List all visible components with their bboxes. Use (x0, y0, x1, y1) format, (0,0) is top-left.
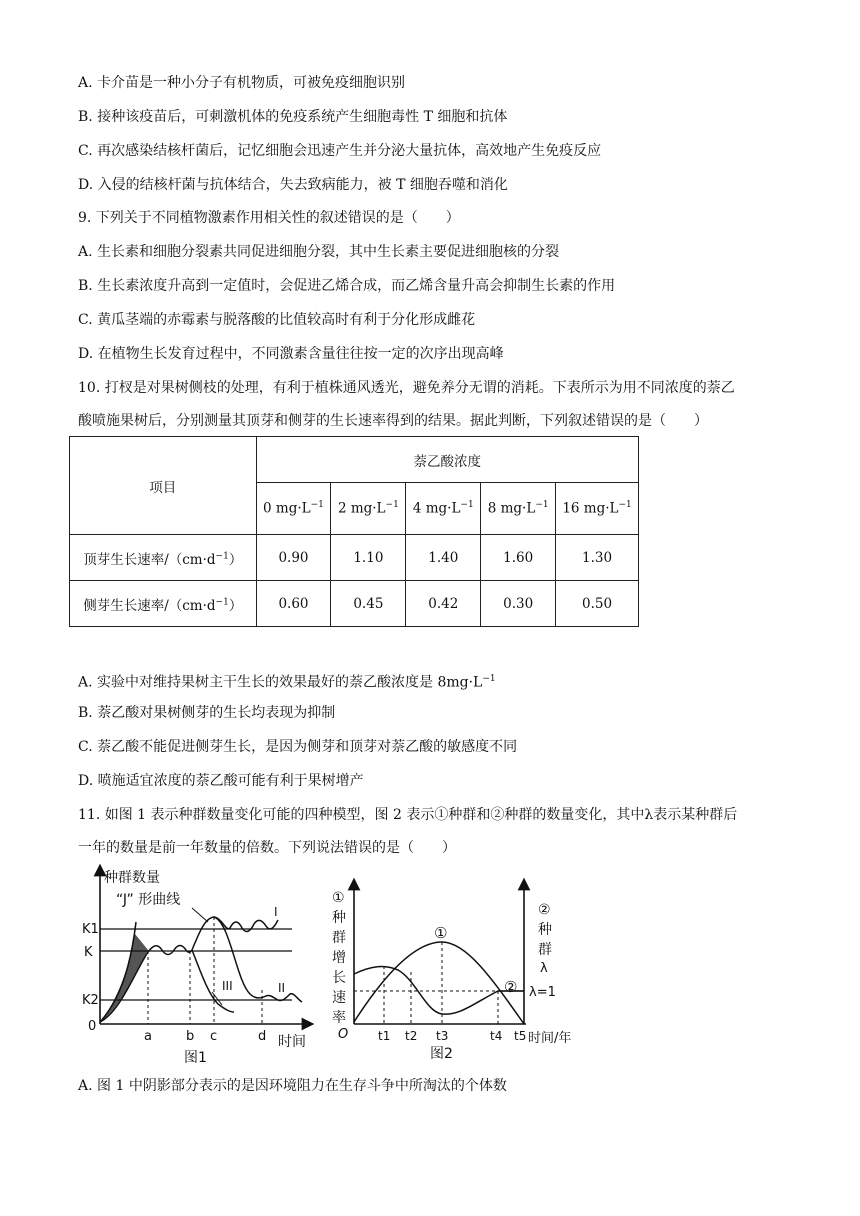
table-cell: 1.40 (406, 535, 481, 581)
fig2-tick-t1: t1 (378, 1029, 391, 1043)
fig2-x-label: 时间/年 (528, 1031, 572, 1046)
q9-stem: 9. 下列关于不同植物激素作用相关性的叙述错误的是（ ） (78, 210, 460, 226)
fig2-right-label-4: λ (540, 961, 548, 976)
fig2-left-label-5: 长 (332, 970, 346, 986)
table-conc-0: 0 $mg\cdot L^{-1}$ (256, 483, 331, 535)
fig1-k1-label: K1 (82, 922, 99, 937)
fig2-origin: O (338, 1027, 349, 1042)
q10-stem-line1: 10. 打杈是对果树侧枝的处理，有利于植株通风透光，避免养分无谓的消耗。下表所示为用不同浓度的萘乙 (78, 380, 735, 396)
figure-2-growth-rate-lambda (326, 862, 586, 1066)
q11-option-a: A. 图 1 中阴影部分表示的是因环境阻力在生存斗争中所淘汰的个体数 (78, 1078, 507, 1094)
fig2-curve1-marker: ① (434, 924, 448, 942)
curve-i (192, 917, 278, 950)
fig2-tick-t2: t2 (405, 1029, 418, 1043)
table-conc-16: 16 $mg\cdot L^{-1}$ (556, 483, 639, 535)
q10-option-d: D. 喷施适宜浓度的萘乙酸可能有利于果树增产 (78, 773, 364, 789)
table-row (70, 581, 639, 627)
q11-stem-line1: 11. 如图 1 表示种群数量变化可能的四种模型，图 2 表示①种群和②种群的数量变化，其中λ表示某种群后 (78, 807, 738, 823)
table-conc-2: 2 $mg\cdot L^{-1}$ (331, 483, 406, 535)
figure-1-population-models (80, 862, 316, 1066)
table-cell: 0.90 (256, 535, 331, 581)
table-item-header: 项目 (70, 437, 257, 535)
table-cell: 0.50 (556, 581, 639, 627)
table-row-label-lateral: 侧芽生长速率$/(cm\cdot d^{-1})$ (70, 581, 257, 627)
fig2-left-label-4: 增 (332, 950, 346, 966)
fig2-left-label-7: 率 (332, 1010, 346, 1026)
q10-option-b: B. 萘乙酸对果树侧芽的生长均表现为抑制 (78, 705, 336, 721)
fig1-x-label: 时间 (278, 1034, 306, 1050)
fig1-tick-b: b (186, 1029, 195, 1044)
q9-option-c: C. 黄瓜茎端的赤霉素与脱落酸的比值较高时有利于分化形成雌花 (78, 312, 476, 328)
fig2-curve2-marker: ② (504, 978, 518, 996)
q10-option-c: C. 萘乙酸不能促进侧芽生长，是因为侧芽和顶芽对萘乙酸的敏感度不同 (78, 739, 518, 755)
j-label-pointer (192, 908, 208, 922)
table-conc-4: 4 $mg\cdot L^{-1}$ (406, 483, 481, 535)
fig1-k2-label: K2 (82, 993, 99, 1008)
table-cell: 0.30 (481, 581, 556, 627)
fig2-left-label-2: 种 (332, 910, 346, 926)
table-cell: 0.45 (331, 581, 406, 627)
table-cell: 0.42 (406, 581, 481, 627)
fig1-tick-a: a (144, 1029, 152, 1044)
fig2-right-label-2: 种 (538, 922, 552, 938)
q9-option-d: D. 在植物生长发育过程中，不同激素含量往往按一定的次序出现高峰 (78, 346, 504, 362)
q10-stem-line2: 酸喷施果树后，分别测量其顶芽和侧芽的生长速率得到的结果。据此判断，下列叙述错误的是（ ） (78, 413, 708, 429)
table-row-label-apical: 顶芽生长速率$/(cm\cdot d^{-1})$ (70, 535, 257, 581)
fig2-tick-t3: t3 (436, 1029, 449, 1043)
table-group-header: 萘乙酸浓度 (256, 437, 638, 483)
fig2-left-label-1: ① (332, 890, 345, 906)
fig2-right-label-3: 群 (538, 942, 552, 958)
fig1-y-label: 种群数量 (104, 870, 160, 886)
fig2-lambda-label: λ=1 (529, 985, 556, 1000)
fig1-tick-c: c (210, 1029, 218, 1044)
table-cell: 1.60 (481, 535, 556, 581)
q11-stem-line2: 一年的数量是前一年数量的倍数。下列说法错误的是（ ） (78, 840, 456, 856)
fig2-left-label-6: 速 (332, 990, 346, 1006)
q8-option-b: B. 接种该疫苗后，可刺激机体的免疫系统产生细胞毒性 T 细胞和抗体 (78, 109, 508, 125)
table-conc-8: 8 $mg\cdot L^{-1}$ (481, 483, 556, 535)
table-cell: 1.10 (331, 535, 406, 581)
table-row (70, 535, 639, 581)
fig2-tick-t4: t4 (490, 1029, 503, 1043)
s-curve (100, 946, 192, 1023)
fig1-origin: 0 (88, 1019, 97, 1034)
table-cell: 1.30 (556, 535, 639, 581)
fig1-j-label: “J” 形曲线 (116, 892, 181, 908)
curve-i-label: I (274, 905, 278, 919)
q8-option-c: C. 再次感染结核杆菌后，记忆细胞会迅速产生并分泌大量抗体，高效地产生免疫反应 (78, 143, 602, 159)
fig2-right-label-1: ② (538, 902, 551, 918)
q9-option-b: B. 生长素浓度升高到一定值时，会促进乙烯合成，而乙烯含量升高会抑制生长素的作用 (78, 278, 616, 294)
table-cell: 0.60 (256, 581, 331, 627)
curve-2 (354, 967, 524, 1015)
fig1-k-label: K (84, 945, 93, 960)
q9-option-a: A. 生长素和细胞分裂素共同促进细胞分裂，其中生长素主要促进细胞核的分裂 (78, 244, 560, 260)
fig2-tick-t5: t5 (514, 1029, 527, 1043)
fig2-caption: 图2 (430, 1046, 453, 1062)
growth-rate-table (69, 436, 639, 627)
q8-option-d: D. 入侵的结核杆菌与抗体结合，失去致病能力，被 T 细胞吞噬和消化 (78, 177, 508, 193)
fig2-left-label-3: 群 (332, 930, 346, 946)
curve-iii-label: III (222, 979, 233, 993)
q8-option-a: A. 卡介苗是一种小分子有机物质，可被免疫细胞识别 (78, 75, 406, 91)
curve-ii-label: II (278, 981, 286, 995)
q10-option-a: A. 实验中对维持果树主干生长的效果最好的萘乙酸浓度是 $8mg\cdot L^{-1}$ (78, 674, 496, 691)
fig1-tick-d: d (258, 1029, 267, 1044)
fig1-caption: 图1 (184, 1050, 207, 1066)
